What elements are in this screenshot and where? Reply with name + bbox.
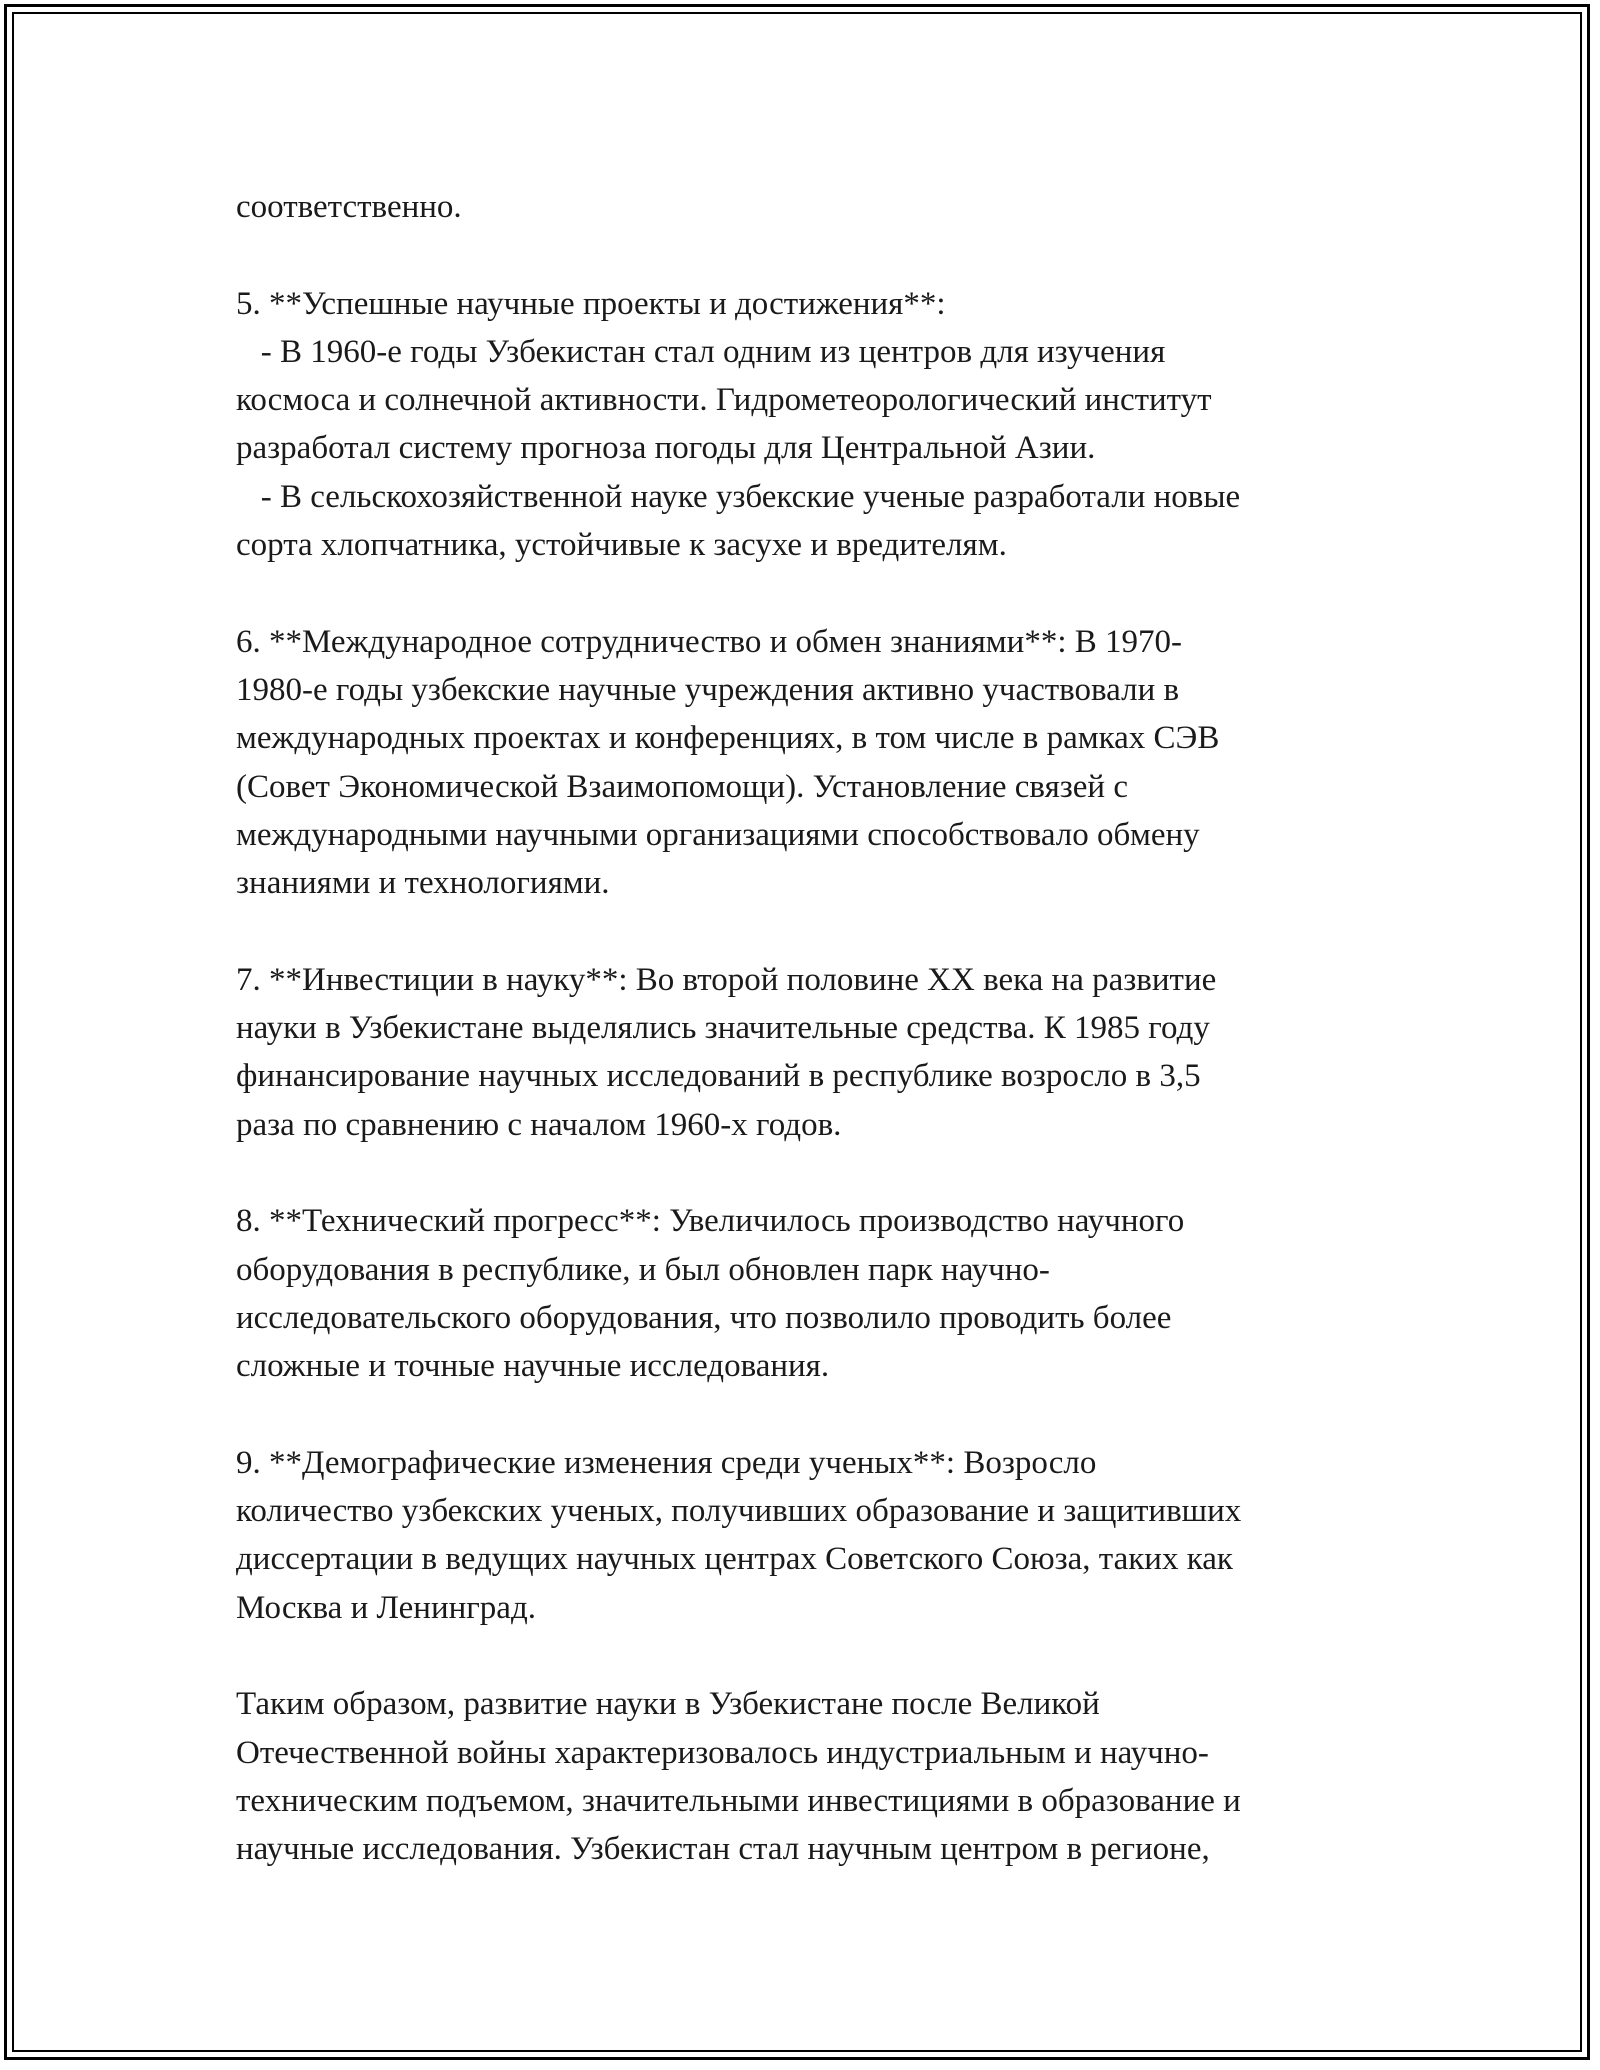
paragraph-gap	[236, 569, 1386, 617]
text-line: Отечественной войны характеризовалось индустриальным и научно-	[236, 1734, 1209, 1771]
paragraph-gap	[236, 1390, 1386, 1438]
paragraph-gap	[236, 1632, 1386, 1680]
text-line: сложные и точные научные исследования.	[236, 1348, 830, 1385]
text-line: (Совет Экономической Взаимопомощи). Установление связей с	[236, 768, 1128, 805]
text-line: международных проектах и конференциях, в том числе в рамках СЭВ	[236, 720, 1220, 757]
text-line: Таким образом, развитие науки в Узбекистане после Великой	[236, 1686, 1100, 1723]
text-line: сорта хлопчатника, устойчивые к засухе и вредителям.	[236, 527, 1007, 564]
paragraph-gap	[236, 1149, 1386, 1197]
text-line: 5. **Успешные научные проекты и достижения**:	[236, 285, 946, 322]
text-line: научные исследования. Узбекистан стал научным центром в регионе,	[236, 1831, 1210, 1868]
text-line: количество узбекских ученых, получивших образование и защитивших	[236, 1493, 1242, 1530]
document-body	[236, 183, 1386, 1873]
text-line: соответственно.	[236, 189, 462, 225]
text-line: космоса и солнечной активности. Гидрометеорологический институт	[236, 382, 1212, 419]
text-line: Москва и Ленинград.	[236, 1589, 536, 1626]
text-line: международными научными организациями способствовало обмену	[236, 816, 1200, 853]
text-line: 8. **Технический прогресс**: Увеличилось производство научного	[236, 1203, 1185, 1240]
text-line: диссертации в ведущих научных центрах Советского Союза, таких как	[236, 1541, 1233, 1578]
text-line: знаниями и технологиями.	[236, 865, 610, 902]
text-line: науки в Узбекистане выделялись значительные средства. К 1985 году	[236, 1010, 1210, 1047]
text-line: 1980-е годы узбекские научные учреждения активно участвовали в	[236, 671, 1180, 708]
text-line: разработал систему прогноза погоды для Центральной Азии.	[236, 430, 1096, 467]
text-line: 6. **Международное сотрудничество и обмен знаниями**: В 1970-	[236, 623, 1182, 660]
text-line: техническим подъемом, значительными инвестициями в образование и	[236, 1782, 1241, 1819]
text-line: - В 1960-е годы Узбекистан стал одним из центров для изучения	[236, 333, 1166, 370]
text-line: финансирование научных исследований в республике возросло в 3,5	[236, 1058, 1201, 1095]
text-line: оборудования в республике, и был обновлен парк научно-	[236, 1251, 1050, 1288]
text-line: 7. **Инвестиции в науку**: Во второй половине XX века на развитие	[236, 961, 1217, 998]
text-line: раза по сравнению с началом 1960-х годов.	[236, 1106, 842, 1143]
text-line: 9. **Демографические изменения среди ученых**: Возросло	[236, 1444, 1097, 1481]
paragraph-gap	[236, 907, 1386, 955]
text-line: - В сельскохозяйственной науке узбекские ученые разработали новые	[236, 478, 1241, 515]
text-line: исследовательского оборудования, что позволило проводить более	[236, 1299, 1172, 1336]
paragraph-gap	[236, 231, 1386, 279]
